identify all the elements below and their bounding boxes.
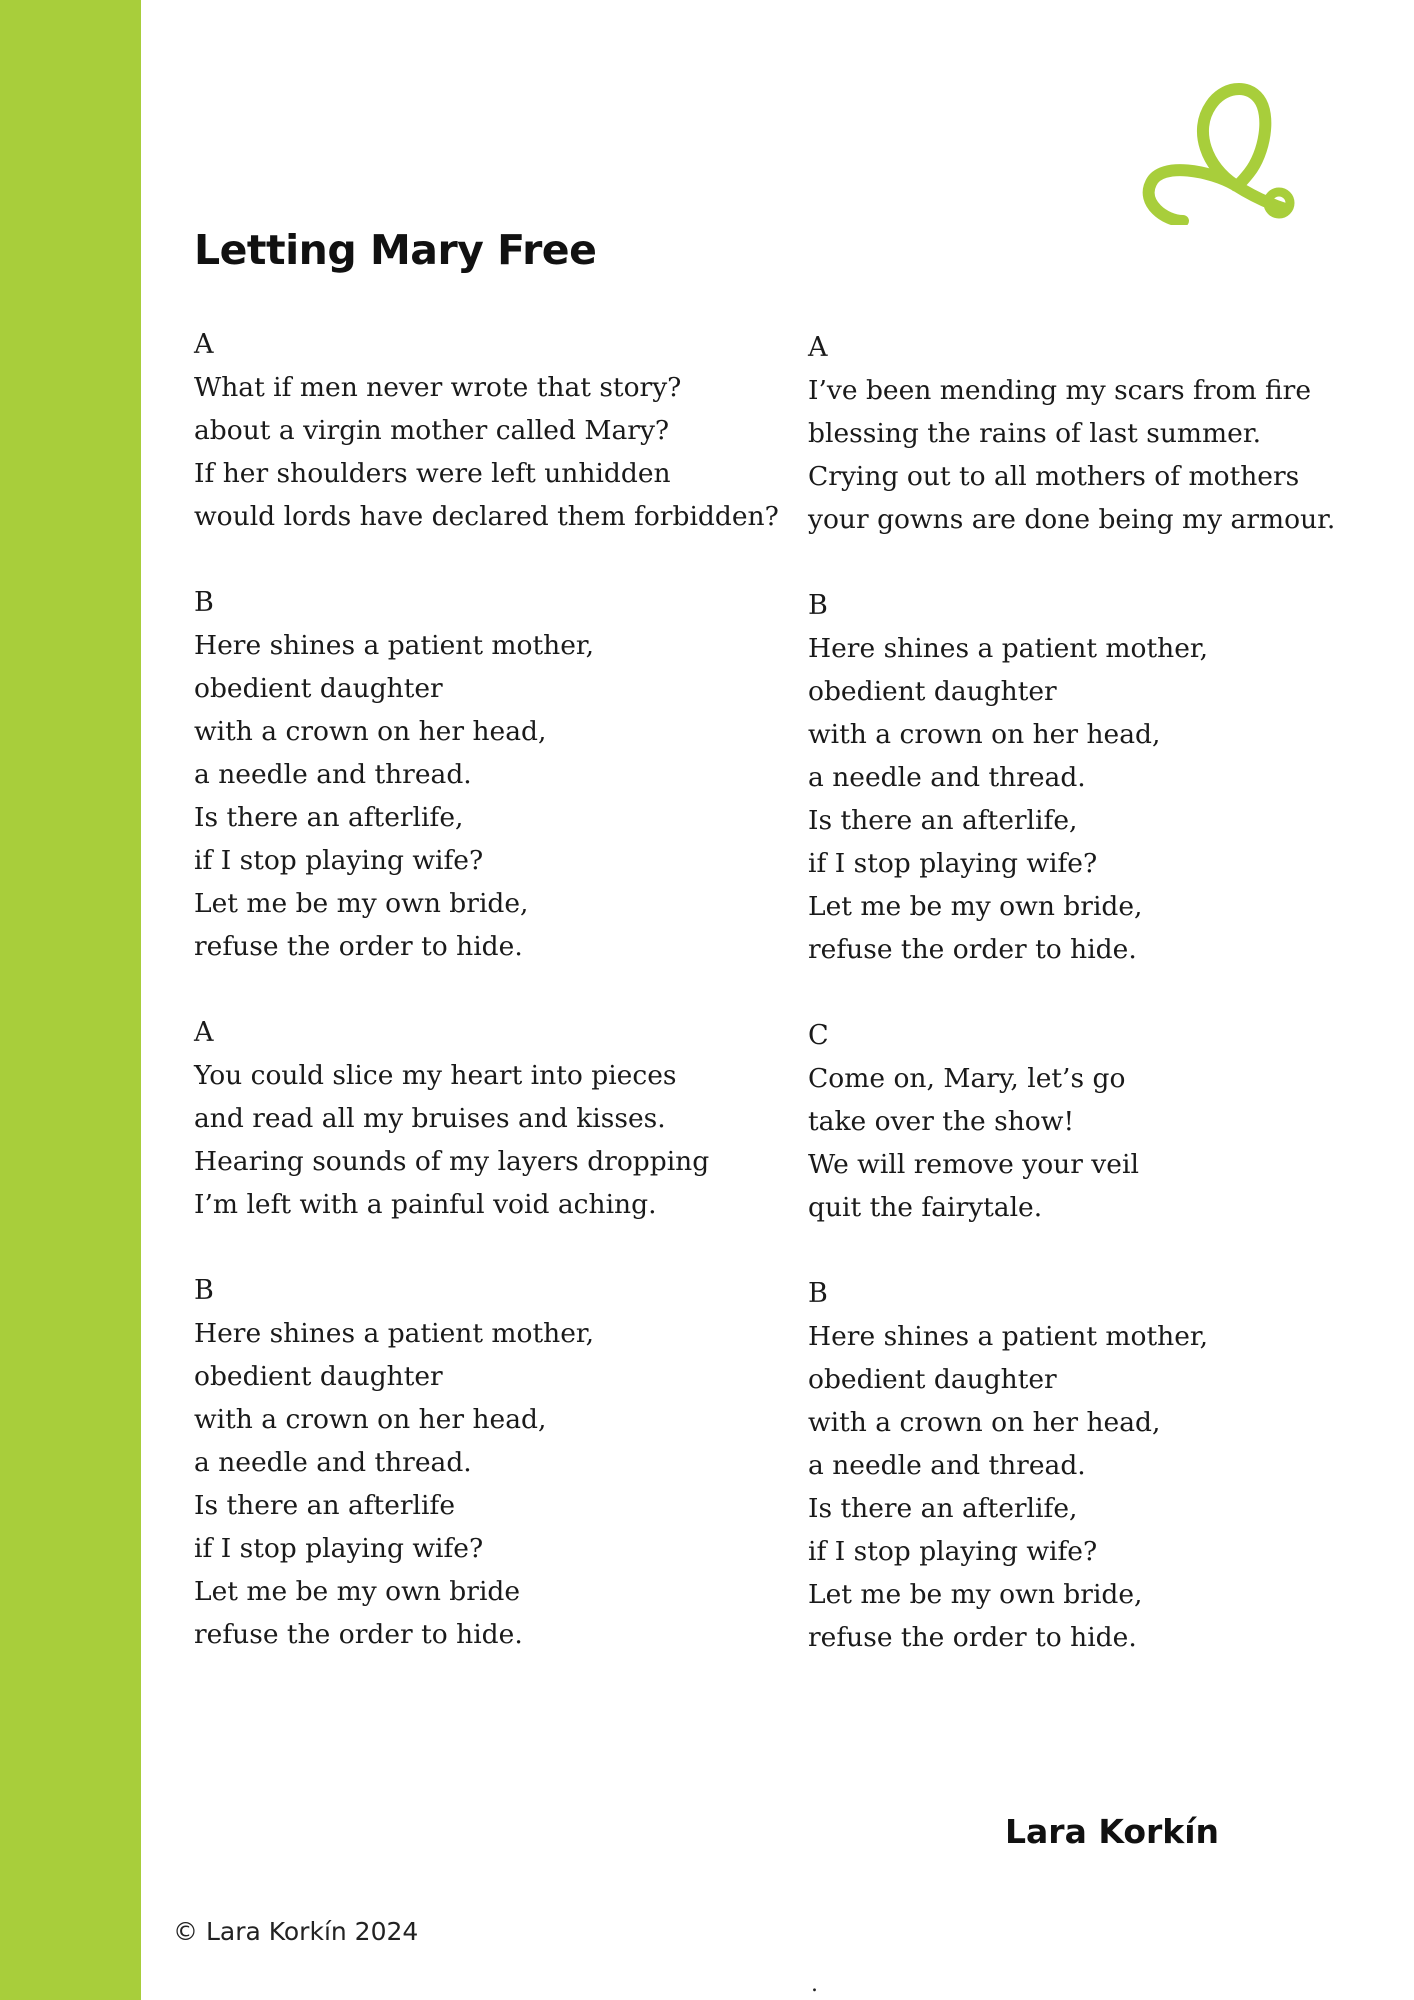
poem-line: Come on, Mary, let’s go	[808, 1063, 1126, 1094]
accent-sidebar	[0, 0, 141, 2000]
poem-line: about a virgin mother called Mary?	[194, 415, 670, 446]
stanza	[194, 1269, 794, 1656]
poem-line: quit the fairytale.	[808, 1192, 1043, 1223]
stanza	[194, 1011, 794, 1226]
poem-line: Let me be my own bride,	[808, 891, 1143, 922]
poem-line: obedient daughter	[194, 1361, 443, 1392]
poem-line: I’m left with a painful void aching.	[194, 1189, 657, 1220]
poem-line: blessing the rains of last summer.	[808, 418, 1262, 449]
poem-line: obedient daughter	[194, 673, 443, 704]
poem-line: if I stop playing wife?	[194, 1533, 484, 1564]
stanza-label: A	[194, 329, 214, 360]
poem-line: refuse the order to hide.	[808, 934, 1137, 965]
stanza	[194, 323, 794, 538]
poem-line: You could slice my heart into pieces	[194, 1060, 677, 1091]
poem-line: Is there an afterlife	[194, 1490, 456, 1521]
poem-line: take over the show!	[808, 1106, 1075, 1137]
right-column	[808, 326, 1408, 1702]
footer-dot: .	[811, 1972, 818, 1997]
poem-line: Crying out to all mothers of mothers	[808, 461, 1300, 492]
stanza	[808, 584, 1408, 971]
poem-line: if I stop playing wife?	[808, 848, 1098, 879]
stanza	[808, 1272, 1408, 1659]
poem-line: if I stop playing wife?	[808, 1536, 1098, 1567]
poem-line: refuse the order to hide.	[194, 931, 523, 962]
poem-line: your gowns are done being my armour.	[808, 504, 1336, 535]
poem-line: and read all my bruises and kisses.	[194, 1103, 666, 1134]
stanza-label: A	[808, 332, 828, 363]
poem-line: with a crown on her head,	[194, 1404, 547, 1435]
poem-line: a needle and thread.	[808, 1450, 1086, 1481]
copyright-notice: © Lara Korkín 2024	[173, 1917, 419, 1946]
poem-line: with a crown on her head,	[808, 1407, 1161, 1438]
stanza-label: B	[194, 587, 214, 618]
stanza	[808, 1014, 1408, 1229]
poem-line: Is there an afterlife,	[194, 802, 464, 833]
poem-line: with a crown on her head,	[194, 716, 547, 747]
poem-line: Hearing sounds of my layers dropping	[194, 1146, 710, 1177]
poem-line: if I stop playing wife?	[194, 845, 484, 876]
poem-line: Let me be my own bride	[194, 1576, 521, 1607]
poem-line: a needle and thread.	[194, 1447, 472, 1478]
poem-line: Here shines a patient mother,	[808, 633, 1209, 664]
poem-line: Here shines a patient mother,	[194, 1318, 595, 1349]
stanza	[194, 581, 794, 968]
stanza-label: B	[808, 590, 828, 621]
author-name: Lara Korkín	[1005, 1812, 1220, 1851]
stanza-label: B	[194, 1275, 214, 1306]
poem-line: Let me be my own bride,	[808, 1579, 1143, 1610]
poem-line: with a crown on her head,	[808, 719, 1161, 750]
poem-line: a needle and thread.	[194, 759, 472, 790]
poem-line: would lords have declared them forbidden?	[194, 501, 779, 532]
poem-line: refuse the order to hide.	[194, 1619, 523, 1650]
poem-line: Is there an afterlife,	[808, 805, 1078, 836]
poem-line: Is there an afterlife,	[808, 1493, 1078, 1524]
poem-line: refuse the order to hide.	[808, 1622, 1137, 1653]
stanza-label: C	[808, 1020, 829, 1051]
poem-line: Here shines a patient mother,	[194, 630, 595, 661]
poem-line: Let me be my own bride,	[194, 888, 529, 919]
poem-title: Letting Mary Free	[194, 226, 597, 274]
poem-line: We will remove your veil	[808, 1149, 1139, 1180]
poem-line: I’ve been mending my scars from fire	[808, 375, 1312, 406]
stanza	[808, 326, 1408, 541]
letter-l-logo-icon	[1135, 75, 1295, 225]
left-column	[194, 323, 794, 1699]
poem-line: obedient daughter	[808, 1364, 1057, 1395]
poem-line: If her shoulders were left unhidden	[194, 458, 671, 489]
stanza-label: A	[194, 1017, 214, 1048]
poem-line: What if men never wrote that story?	[194, 372, 682, 403]
stanza-label: B	[808, 1278, 828, 1309]
poem-line: Here shines a patient mother,	[808, 1321, 1209, 1352]
poem-line: obedient daughter	[808, 676, 1057, 707]
poem-line: a needle and thread.	[808, 762, 1086, 793]
